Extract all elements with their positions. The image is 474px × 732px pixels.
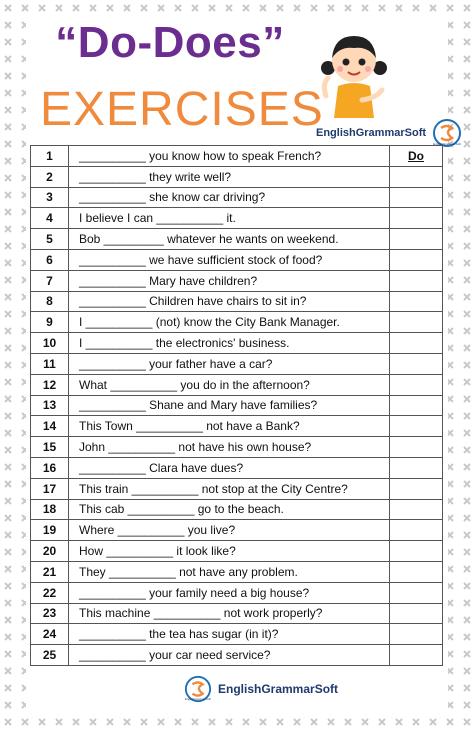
row-number: 25	[31, 645, 69, 666]
table-row	[31, 541, 443, 562]
question-text: __________ they write well?	[69, 166, 390, 187]
table-row	[31, 270, 443, 291]
table-row	[31, 146, 443, 167]
row-number: 14	[31, 416, 69, 437]
row-number: 21	[31, 561, 69, 582]
brand-header	[316, 118, 462, 148]
table-row	[31, 499, 443, 520]
answer-cell	[390, 353, 443, 374]
exercise-table	[30, 145, 443, 666]
row-number: 24	[31, 624, 69, 645]
table-row	[31, 520, 443, 541]
answer-cell	[390, 229, 443, 250]
answer-cell	[390, 457, 443, 478]
question-text: I believe I can __________ it.	[69, 208, 390, 229]
table-row	[31, 374, 443, 395]
answer-cell	[390, 437, 443, 458]
row-number: 17	[31, 478, 69, 499]
question-text: This machine __________ not work properly?	[69, 603, 390, 624]
answer-cell	[390, 208, 443, 229]
question-text: __________ your car need service?	[69, 645, 390, 666]
table-row	[31, 312, 443, 333]
row-number: 19	[31, 520, 69, 541]
question-text: I __________ the electronics' business.	[69, 333, 390, 354]
answer-cell	[390, 395, 443, 416]
answer-cell: Do	[390, 146, 443, 167]
row-number: 16	[31, 457, 69, 478]
question-text: This Town __________ not have a Bank?	[69, 416, 390, 437]
answer-cell	[390, 270, 443, 291]
answer-cell	[390, 541, 443, 562]
question-text: Where __________ you live?	[69, 520, 390, 541]
row-number: 23	[31, 603, 69, 624]
answer-cell	[390, 166, 443, 187]
page-title: “Do-Does”	[55, 18, 285, 67]
question-text: __________ the tea has sugar (in it)?	[69, 624, 390, 645]
row-number: 1	[31, 146, 69, 167]
answer-cell	[390, 187, 443, 208]
row-number: 6	[31, 249, 69, 270]
row-number: 18	[31, 499, 69, 520]
answer-cell	[390, 499, 443, 520]
table-row	[31, 249, 443, 270]
answer-cell	[390, 582, 443, 603]
table-row	[31, 166, 443, 187]
table-row	[31, 395, 443, 416]
answer-cell	[390, 624, 443, 645]
question-text: This train __________ not stop at the City Centre?	[69, 478, 390, 499]
table-row	[31, 645, 443, 666]
row-number: 2	[31, 166, 69, 187]
question-text: __________ your father have a car?	[69, 353, 390, 374]
question-text: __________ Mary have children?	[69, 270, 390, 291]
row-number: 9	[31, 312, 69, 333]
table-row	[31, 208, 443, 229]
answer-cell	[390, 603, 443, 624]
answer-cell	[390, 478, 443, 499]
question-text: __________ Children have chairs to sit in?	[69, 291, 390, 312]
question-text: Bob _________ whatever he wants on weekend.	[69, 229, 390, 250]
table-row	[31, 229, 443, 250]
girl-illustration	[318, 28, 390, 120]
table-row	[31, 561, 443, 582]
table-row	[31, 457, 443, 478]
brand-footer	[184, 675, 338, 703]
answer-cell	[390, 291, 443, 312]
answer-cell	[390, 333, 443, 354]
row-number: 3	[31, 187, 69, 208]
brand-logo-icon	[184, 675, 212, 703]
page-subtitle: EXERCISES	[40, 83, 324, 136]
question-text: I __________ (not) know the City Bank Manager.	[69, 312, 390, 333]
question-text: __________ you know how to speak French?	[69, 146, 390, 167]
row-number: 15	[31, 437, 69, 458]
svg-text:EnglishGrammarSoft: EnglishGrammarSoft	[433, 142, 461, 146]
question-text: __________ Shane and Mary have families?	[69, 395, 390, 416]
answer-cell	[390, 249, 443, 270]
answer-cell	[390, 374, 443, 395]
brand-logo-icon	[432, 118, 462, 148]
table-row	[31, 333, 443, 354]
table-row	[31, 353, 443, 374]
table-row	[31, 582, 443, 603]
row-number: 12	[31, 374, 69, 395]
question-text: What __________ you do in the afternoon?	[69, 374, 390, 395]
question-text: __________ we have sufficient stock of food?	[69, 249, 390, 270]
answer-cell	[390, 561, 443, 582]
table-row	[31, 603, 443, 624]
table-row	[31, 291, 443, 312]
question-text: How __________ it look like?	[69, 541, 390, 562]
answer-cell	[390, 312, 443, 333]
row-number: 13	[31, 395, 69, 416]
row-number: 20	[31, 541, 69, 562]
table-row	[31, 187, 443, 208]
question-text: __________ she know car driving?	[69, 187, 390, 208]
question-text: __________ your family need a big house?	[69, 582, 390, 603]
row-number: 11	[31, 353, 69, 374]
row-number: 8	[31, 291, 69, 312]
brand-name: EnglishGrammarSoft	[218, 682, 339, 696]
question-text: __________ Clara have dues?	[69, 457, 390, 478]
question-text: John __________ not have his own house?	[69, 437, 390, 458]
table-row	[31, 478, 443, 499]
brand-name: EnglishGrammarSoft	[316, 127, 427, 139]
question-text: This cab __________ go to the beach.	[69, 499, 390, 520]
table-row	[31, 624, 443, 645]
row-number: 5	[31, 229, 69, 250]
table-row	[31, 437, 443, 458]
table-row	[31, 416, 443, 437]
question-text: They __________ not have any problem.	[69, 561, 390, 582]
row-number: 4	[31, 208, 69, 229]
answer-cell	[390, 416, 443, 437]
answer-cell	[390, 645, 443, 666]
row-number: 22	[31, 582, 69, 603]
svg-text:EnglishGrammarSoft: EnglishGrammarSoft	[185, 697, 211, 702]
row-number: 10	[31, 333, 69, 354]
row-number: 7	[31, 270, 69, 291]
answer-cell	[390, 520, 443, 541]
